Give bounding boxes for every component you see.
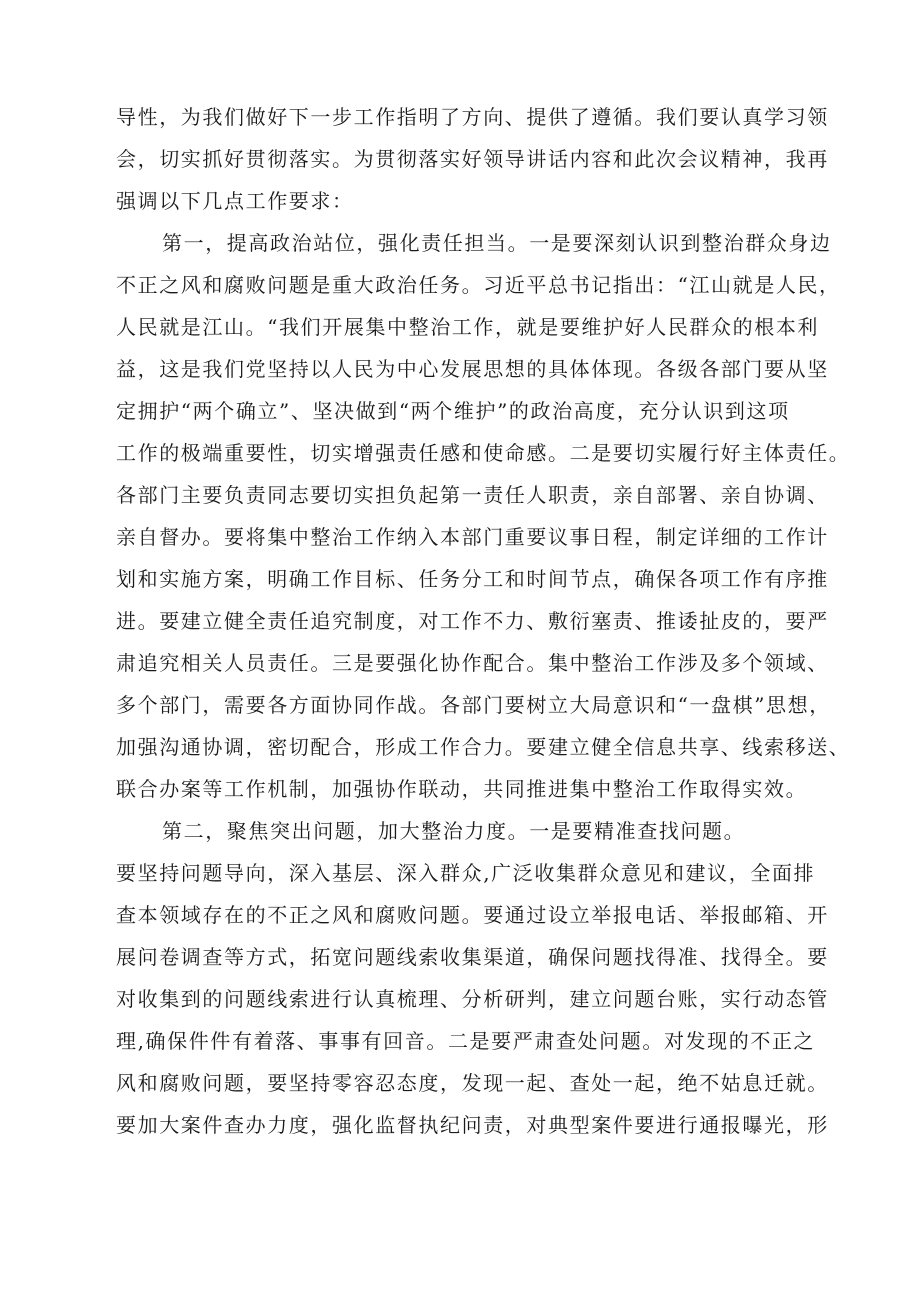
text-line: 益，这是我们党坚持以人民为中心发展思想的具体体现。各级各部门要从坚 [116,357,829,381]
text-line: 会，切实抓好贯彻落实。为贯彻落实好领导讲话内容和此次会议精神，我再 [116,147,829,171]
text-line: 各部门主要负责同志要切实担负起第一责任人职责，亲自部署、亲自协调、 [116,483,829,507]
text-line: 强调以下几点工作要求： [116,189,354,213]
text-line: 进。要建立健全责任追究制度，对工作不力、敷衍塞责、推诿扯皮的，要严 [116,609,829,633]
paragraph-first-line: 第二，聚焦突出问题，加大整治力度。一是要精准查找问题。 [162,819,746,843]
text-line: 展问卷调查等方式，拓宽问题线索收集渠道，确保问题找得准、找得全。要 [116,945,829,969]
text-line: 要坚持问题导向，深入基层、深入群众,广泛收集群众意见和建议，全面排 [116,861,816,885]
text-line: 风和腐败问题，要坚持零容忍态度，发现一起、查处一起，绝不姑息迁就。 [116,1071,829,1095]
text-line: 定拥护“两个确立”、坚决做到“两个维护”的政治高度，充分认识到这项 [116,399,790,423]
paragraph-first-line: 第一，提高政治站位，强化责任担当。一是要深刻认识到整治群众身边 [162,231,832,255]
text-line: 要加大案件查办力度，强化监督执纪问责，对典型案件要进行通报曝光，形 [116,1113,829,1137]
text-line: 亲自督办。要将集中整治工作纳入本部门重要议事日程，制定详细的工作计 [116,525,829,549]
text-line: 肃追究相关人员责任。三是要强化协作配合。集中整治工作涉及多个领域、 [116,651,829,675]
text-line: 理,确保件件有着落、事事有回音。二是要严肃查处问题。对发现的不正之 [116,1029,816,1053]
text-line: 查本领域存在的不正之风和腐败问题。要通过设立举报电话、举报邮箱、开 [116,903,829,927]
text-line: 工作的极端重要性，切实增强责任感和使命感。二是要切实履行好主体责任。 [116,441,851,465]
text-line: 划和实施方案，明确工作目标、任务分工和时间节点，确保各项工作有序推 [116,567,829,591]
text-line: 多个部门，需要各方面协同作战。各部门要树立大局意识和“一盘棋”思想， [116,693,831,717]
text-line: 对收集到的问题线索进行认真梳理、分析研判，建立问题台账，实行动态管 [116,987,829,1011]
text-line: 导性，为我们做好下一步工作指明了方向、提供了遵循。我们要认真学习领 [116,105,829,129]
text-line: 不正之风和腐败问题是重大政治任务。习近平总书记指出：“江山就是人民， [116,273,841,297]
text-line: 加强沟通协调，密切配合，形成工作合力。要建立健全信息共享、线索移送、 [116,735,851,759]
text-line: 人民就是江山。“我们开展集中整治工作，就是要维护好人民群众的根本利 [116,315,820,339]
text-line: 联合办案等工作机制，加强协作联动，共同推进集中整治工作取得实效。 [116,777,808,801]
